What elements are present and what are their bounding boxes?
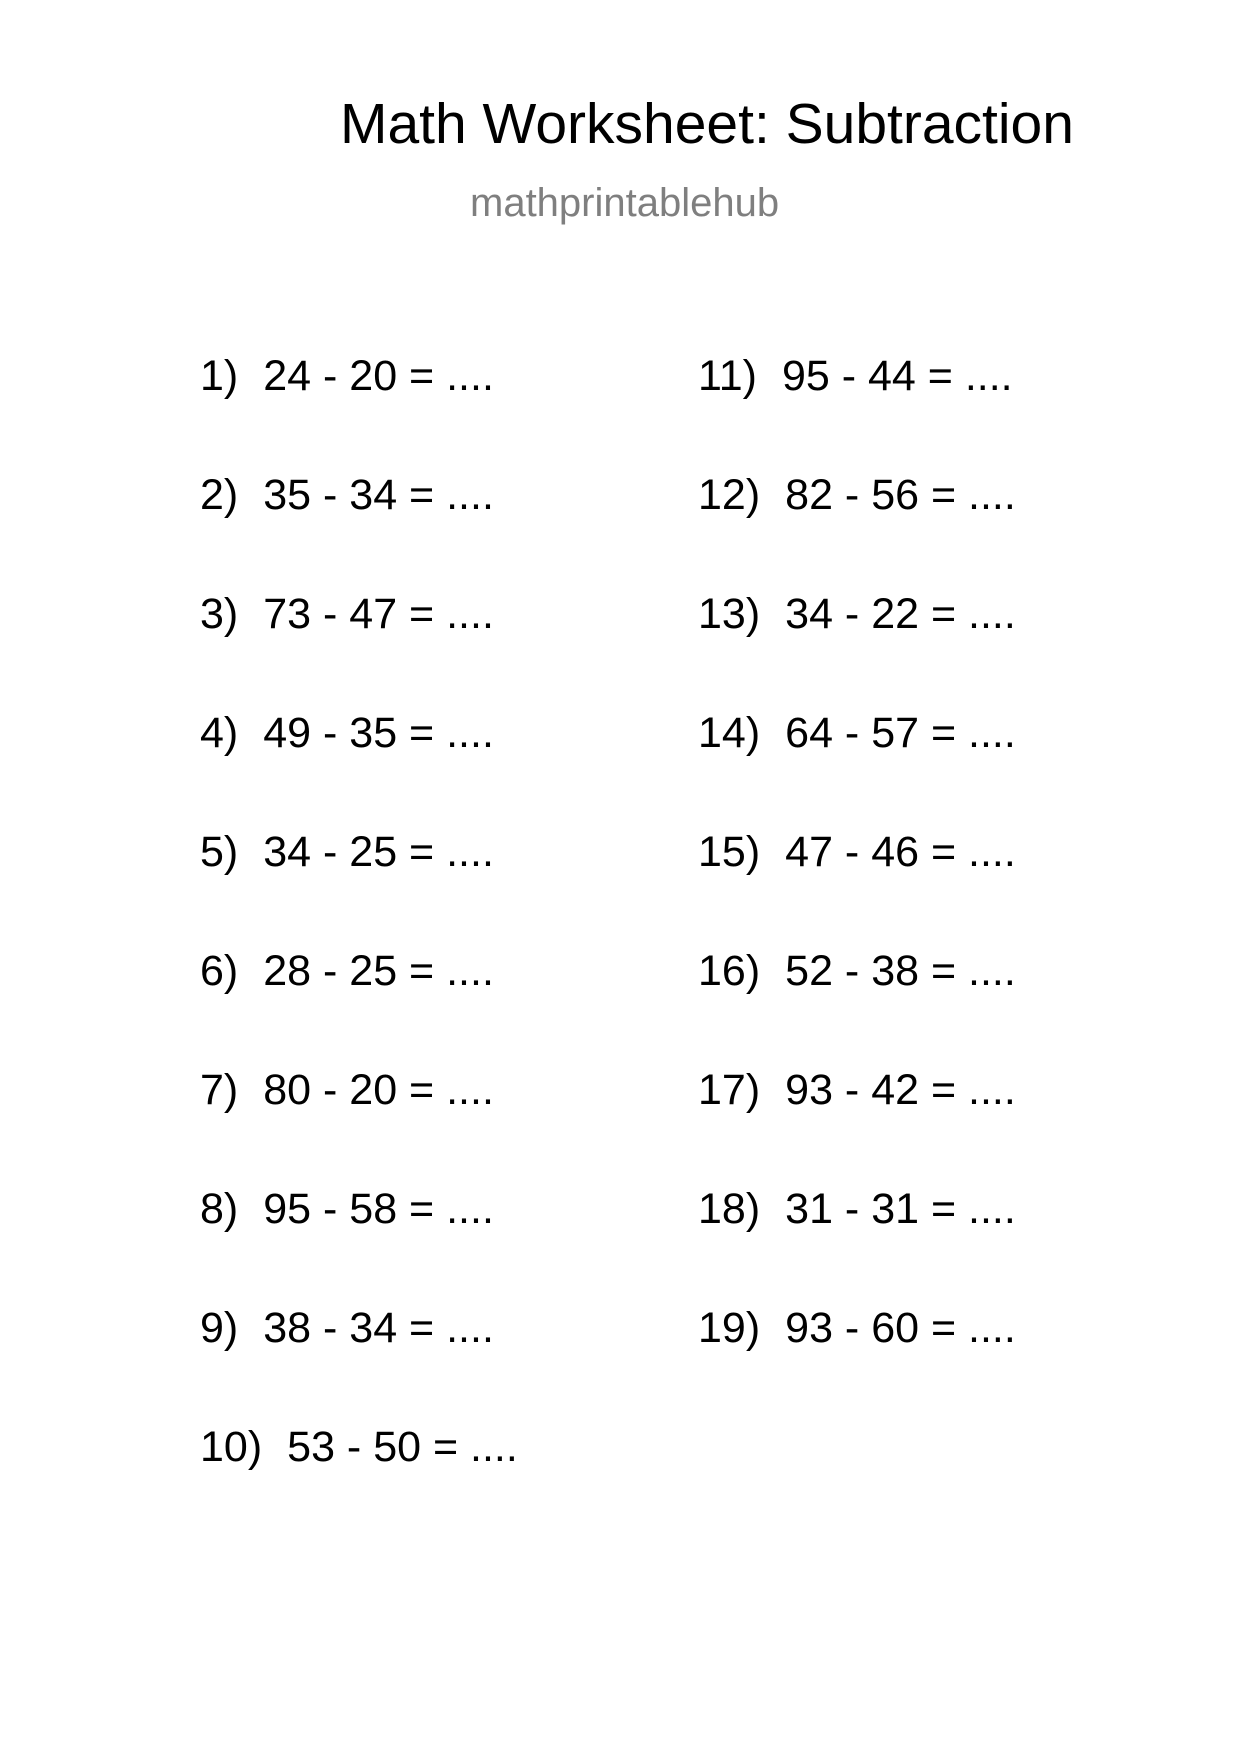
problem-number: 9) xyxy=(200,1304,239,1352)
problem-item xyxy=(698,1066,1016,1114)
problem-item xyxy=(200,1066,494,1114)
problem-expression: 73 - 47 = .... xyxy=(263,590,494,638)
problem-item xyxy=(698,828,1016,876)
problem-number: 8) xyxy=(200,1185,239,1233)
problem-item xyxy=(200,590,494,638)
problem-item xyxy=(200,1423,518,1471)
problem-expression: 34 - 22 = .... xyxy=(785,590,1016,638)
problem-number: 5) xyxy=(200,828,239,876)
problem-number: 14) xyxy=(698,709,761,757)
problem-item xyxy=(698,947,1016,995)
problem-expression: 49 - 35 = .... xyxy=(263,709,494,757)
problem-number: 10) xyxy=(200,1423,263,1471)
problem-item xyxy=(200,471,494,519)
problem-number: 12) xyxy=(698,471,761,519)
problem-expression: 93 - 42 = .... xyxy=(785,1066,1016,1114)
problem-expression: 93 - 60 = .... xyxy=(785,1304,1016,1352)
problem-item xyxy=(200,1185,494,1233)
problem-item xyxy=(698,709,1016,757)
problem-number: 15) xyxy=(698,828,761,876)
problem-number: 6) xyxy=(200,947,239,995)
problem-item xyxy=(698,590,1016,638)
problem-expression: 28 - 25 = .... xyxy=(263,947,494,995)
problem-number: 16) xyxy=(698,947,761,995)
problem-expression: 95 - 58 = .... xyxy=(263,1185,494,1233)
problem-number: 7) xyxy=(200,1066,239,1114)
problem-item xyxy=(698,1185,1016,1233)
problem-expression: 35 - 34 = .... xyxy=(263,471,494,519)
problem-expression: 95 - 44 = .... xyxy=(781,352,1013,400)
problem-item xyxy=(698,471,1016,519)
problem-expression: 34 - 25 = .... xyxy=(263,828,494,876)
problem-item xyxy=(200,1304,494,1352)
problem-item xyxy=(200,828,494,876)
problem-item xyxy=(200,352,494,400)
problem-expression: 80 - 20 = .... xyxy=(263,1066,494,1114)
problem-expression: 38 - 34 = .... xyxy=(263,1304,494,1352)
problem-expression: 64 - 57 = .... xyxy=(785,709,1016,757)
problem-number: 18) xyxy=(698,1185,761,1233)
problem-number: 4) xyxy=(200,709,239,757)
problem-expression: 31 - 31 = .... xyxy=(785,1185,1016,1233)
problem-expression: 82 - 56 = .... xyxy=(785,471,1016,519)
worksheet-title: Math Worksheet: Subtraction xyxy=(340,92,1074,156)
problem-expression: 52 - 38 = .... xyxy=(785,947,1016,995)
problem-number: 2) xyxy=(200,471,239,519)
problem-item xyxy=(698,352,1013,400)
problem-number: 1) xyxy=(200,352,239,400)
problem-item xyxy=(698,1304,1016,1352)
problem-number: 13) xyxy=(698,590,761,638)
problem-number: 3) xyxy=(200,590,239,638)
problem-expression: 47 - 46 = .... xyxy=(785,828,1016,876)
worksheet-subtitle: mathprintablehub xyxy=(470,181,780,225)
problem-number: 19) xyxy=(698,1304,761,1352)
problem-number: 11) xyxy=(698,352,757,400)
problem-expression: 53 - 50 = .... xyxy=(287,1423,518,1471)
problem-item xyxy=(200,709,494,757)
problem-expression: 24 - 20 = .... xyxy=(263,352,494,400)
problem-item xyxy=(200,947,494,995)
problem-number: 17) xyxy=(698,1066,761,1114)
